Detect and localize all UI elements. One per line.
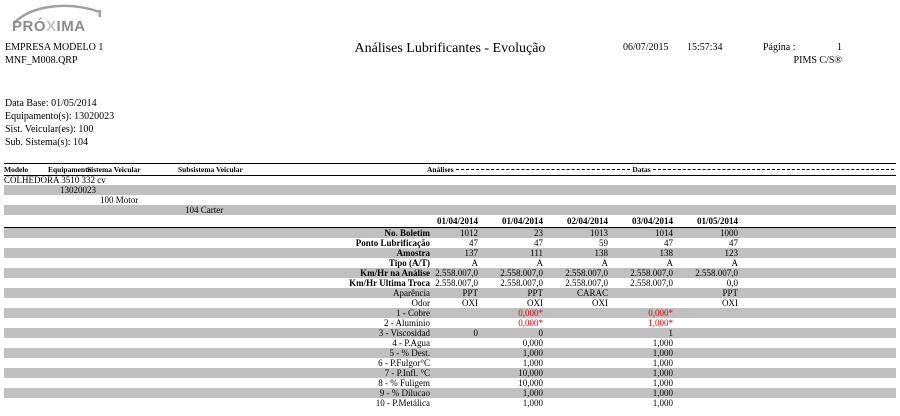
value-cell: 2.558.007,0 bbox=[500, 278, 543, 288]
analysis-row bbox=[4, 358, 896, 368]
analysis-row bbox=[4, 348, 896, 358]
value-cell: CARAC bbox=[576, 288, 608, 298]
filter-line: Data Base: 01/05/2014 bbox=[5, 98, 97, 109]
dash-line bbox=[653, 169, 894, 170]
value-cell: OXI bbox=[462, 298, 478, 308]
page-number: 1 bbox=[837, 42, 842, 53]
row-label: 2 - Aluminio bbox=[383, 318, 430, 328]
value-cell: 123 bbox=[724, 248, 738, 258]
report-filename: MNF_M008.QRP bbox=[5, 55, 78, 66]
value-cell: 1014 bbox=[655, 228, 673, 238]
value-cell: 1,000 bbox=[652, 358, 673, 368]
analises-header-label: Análises bbox=[427, 165, 454, 174]
value-cell: 138 bbox=[594, 248, 608, 258]
value-cell: 1,000 bbox=[652, 368, 673, 378]
value-cell: 0 bbox=[538, 328, 543, 338]
value-cell: 1,000 bbox=[652, 348, 673, 358]
proxima-logo bbox=[10, 3, 114, 41]
value-cell: 1,000* bbox=[648, 318, 673, 328]
value-cell: 1,000 bbox=[522, 388, 543, 398]
report-time: 15:57:34 bbox=[687, 42, 723, 53]
report-date: 06/07/2015 bbox=[623, 42, 669, 53]
value-cell: 1 bbox=[668, 328, 673, 338]
value-cell: 47 bbox=[664, 238, 673, 248]
date-col-header: 02/04/2014 bbox=[566, 216, 608, 226]
analysis-row bbox=[4, 318, 896, 328]
value-cell: 1,000 bbox=[652, 388, 673, 398]
analysis-row bbox=[4, 328, 896, 338]
value-cell: A bbox=[601, 258, 608, 268]
row-label: Amostra bbox=[396, 248, 430, 258]
row-label: Tipo (A/T) bbox=[388, 258, 430, 268]
analysis-row bbox=[4, 268, 896, 278]
value-cell: PPT bbox=[527, 288, 543, 298]
date-col-header: 01/05/2014 bbox=[696, 216, 738, 226]
report-rows bbox=[4, 175, 896, 408]
value-cell: 2.558.007,0 bbox=[435, 268, 478, 278]
value-cell: 1,000 bbox=[522, 348, 543, 358]
analysis-row bbox=[4, 398, 896, 408]
value-cell: 138 bbox=[659, 248, 673, 258]
hierarchy-label: 104 Carter bbox=[185, 205, 224, 215]
value-cell: 2.558.007,0 bbox=[630, 268, 673, 278]
hierarchy-label: 100 Motor bbox=[100, 195, 139, 205]
value-cell: A bbox=[471, 258, 478, 268]
analysis-row bbox=[4, 368, 896, 378]
filter-line: Equipamento(s): 13020023 bbox=[5, 111, 115, 122]
analises-datas-header bbox=[427, 165, 894, 174]
company-name: EMPRESA MODELO 1 bbox=[5, 42, 104, 53]
analysis-row bbox=[4, 258, 896, 268]
analysis-row bbox=[4, 338, 896, 348]
report-title: Análises Lubrificantes - Evolução bbox=[354, 41, 546, 56]
value-cell: 2.558.007,0 bbox=[565, 268, 608, 278]
hierarchy-row bbox=[4, 205, 896, 215]
row-label: 1 - Cobre bbox=[396, 308, 430, 318]
hierarchy-row bbox=[4, 185, 896, 195]
value-cell: 0,000* bbox=[648, 308, 673, 318]
analysis-row bbox=[4, 388, 896, 398]
value-cell: 0 bbox=[473, 328, 478, 338]
row-label: Aparência bbox=[393, 288, 430, 298]
col-header-subsistema: Subsistema Veicular bbox=[178, 165, 243, 174]
value-cell: A bbox=[536, 258, 543, 268]
value-cell: 1,000 bbox=[652, 338, 673, 348]
analysis-row bbox=[4, 278, 896, 288]
col-header-equipamento: Equipamento bbox=[48, 165, 92, 174]
value-cell: 0,000* bbox=[518, 318, 543, 328]
page-label: Página : bbox=[763, 42, 796, 53]
row-label: Ponto Lubrificação bbox=[355, 238, 430, 248]
value-cell: 2.558.007,0 bbox=[435, 278, 478, 288]
col-header-sistema: Sistema Veicular bbox=[87, 165, 141, 174]
row-label: 6 - P.Fulgor°C bbox=[378, 358, 430, 368]
value-cell: 47 bbox=[729, 238, 738, 248]
analysis-row bbox=[4, 248, 896, 258]
value-cell: 1013 bbox=[590, 228, 608, 238]
row-label: Km/Hr Ultima Troca bbox=[349, 278, 430, 288]
value-cell: 2.558.007,0 bbox=[565, 278, 608, 288]
date-col-header: 03/04/2014 bbox=[631, 216, 673, 226]
value-cell: 0,0 bbox=[726, 278, 738, 288]
value-cell: 0,000* bbox=[518, 308, 543, 318]
value-cell: PPT bbox=[462, 288, 478, 298]
value-cell: 1,000 bbox=[522, 358, 543, 368]
row-label: 10 - P.Metálica bbox=[375, 398, 430, 408]
analysis-row bbox=[4, 308, 896, 318]
value-cell: 2.558.007,0 bbox=[500, 268, 543, 278]
value-cell: 47 bbox=[469, 238, 478, 248]
logo-text: PRÓXIMA bbox=[12, 18, 86, 35]
hierarchy-label: 13020023 bbox=[60, 185, 96, 195]
date-col-header: 01/04/2014 bbox=[436, 216, 478, 226]
value-cell: 137 bbox=[464, 248, 478, 258]
value-cell: 111 bbox=[530, 248, 543, 258]
value-cell: 1012 bbox=[460, 228, 478, 238]
hierarchy-label: COLHEDORA 3510 332 cv bbox=[4, 175, 106, 185]
row-label: Km/Hr na Análise bbox=[360, 268, 430, 278]
value-cell: OXI bbox=[722, 298, 738, 308]
value-cell: 0,000 bbox=[522, 338, 543, 348]
dash-line bbox=[456, 169, 631, 170]
value-cell: OXI bbox=[592, 298, 608, 308]
row-label: 5 - % Dest. bbox=[389, 348, 430, 358]
value-cell: 1000 bbox=[720, 228, 738, 238]
row-label: 3 - Viscosidad bbox=[378, 328, 430, 338]
datas-header-label: Datas bbox=[632, 165, 651, 174]
value-cell: 47 bbox=[534, 238, 543, 248]
analysis-row bbox=[4, 378, 896, 388]
filter-line: Sub. Sistema(s): 104 bbox=[5, 137, 89, 148]
value-cell: 1,000 bbox=[652, 378, 673, 388]
value-cell: A bbox=[731, 258, 738, 268]
hierarchy-row bbox=[4, 195, 896, 205]
date-header-row bbox=[4, 215, 896, 228]
value-cell: 2.558.007,0 bbox=[695, 268, 738, 278]
row-label: 4 - P.Agua bbox=[392, 338, 430, 348]
row-label: No. Boletim bbox=[384, 228, 430, 238]
analysis-row bbox=[4, 228, 896, 238]
row-label: 7 - P.Infl. °C bbox=[384, 368, 430, 378]
hierarchy-row bbox=[4, 175, 896, 185]
value-cell: 10,000 bbox=[518, 368, 543, 378]
row-label: Odor bbox=[411, 298, 430, 308]
value-cell: 2.558.007,0 bbox=[630, 278, 673, 288]
analysis-row bbox=[4, 298, 896, 308]
value-cell: A bbox=[666, 258, 673, 268]
analysis-row bbox=[4, 288, 896, 298]
row-label: 9 - % Dilucao bbox=[379, 388, 430, 398]
brand-label: PIMS C/S® bbox=[793, 55, 842, 66]
value-cell: PPT bbox=[722, 288, 738, 298]
filter-line: Sist. Veicular(es): 100 bbox=[5, 124, 94, 135]
date-col-header: 01/04/2014 bbox=[501, 216, 543, 226]
value-cell: 1,000 bbox=[652, 398, 673, 408]
filter-block bbox=[5, 97, 114, 149]
logo-x-glyph: X bbox=[46, 18, 57, 35]
value-cell: 10,000 bbox=[518, 378, 543, 388]
value-cell: 59 bbox=[599, 238, 608, 248]
value-cell: OXI bbox=[527, 298, 543, 308]
value-cell: 23 bbox=[534, 228, 543, 238]
row-label: 8 - % Fuligem bbox=[378, 378, 430, 388]
analysis-row bbox=[4, 238, 896, 248]
col-header-modelo: Modelo bbox=[4, 165, 29, 174]
value-cell: 1,000 bbox=[522, 398, 543, 408]
